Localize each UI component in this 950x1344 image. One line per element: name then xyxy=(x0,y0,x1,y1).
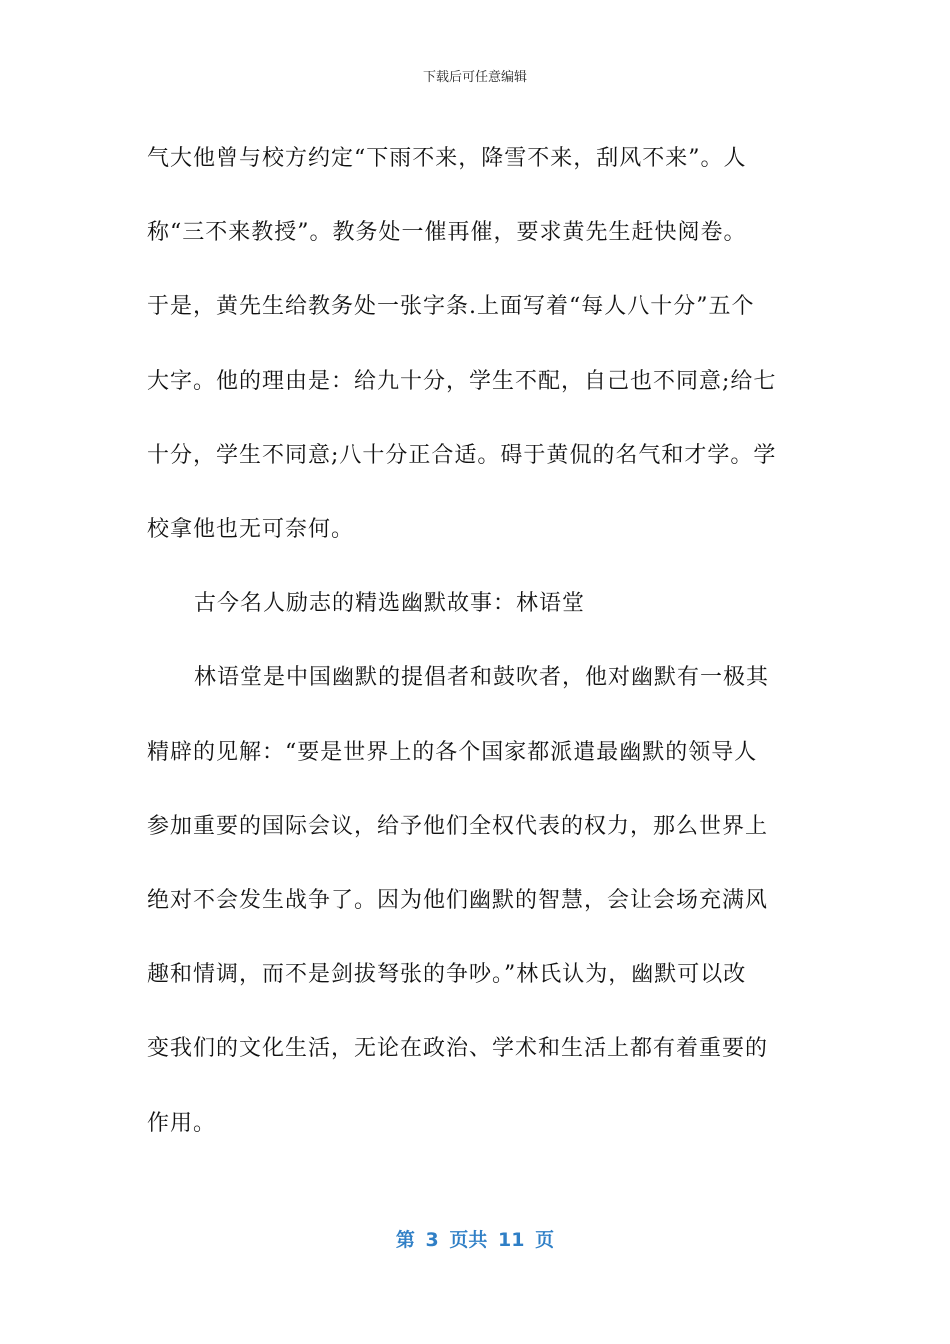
text-line: 绝对不会发生战争了。因为他们幽默的智慧，会让会场充满风 xyxy=(147,888,769,914)
text-line: 变我们的文化生活，无论在政治、学术和生活上都有着重要的 xyxy=(147,1036,769,1062)
heading-line: 古今名人励志的精选幽默故事：林语堂 xyxy=(194,591,586,617)
page-number: 3 xyxy=(425,1229,439,1251)
text-line: 林语堂是中国幽默的提倡者和鼓吹者，他对幽默有一极其 xyxy=(194,665,770,691)
page-of-label: 页共 xyxy=(449,1229,488,1251)
paragraph-lin-yutang-story xyxy=(147,641,807,1160)
section-heading-lin-yutang xyxy=(147,567,807,641)
text-line: 称“三不来教授”。教务处一催再催，要求黄先生赶快阅卷。 xyxy=(147,220,747,246)
page-footer xyxy=(0,1225,950,1252)
text-line: 于是，黄先生给教务处一张字条.上面写着“每人八十分”五个 xyxy=(147,294,755,320)
document-body xyxy=(147,122,807,1161)
text-line: 精辟的见解：“要是世界上的各个国家都派遣最幽默的领导人 xyxy=(147,739,758,765)
text-line: 大字。他的理由是：给九十分，学生不配，自己也不同意;给七 xyxy=(147,368,777,394)
text-line: 气大他曾与校方约定“下雨不来，降雪不来，刮风不来”。人 xyxy=(147,146,747,171)
text-line: 校拿他也无可奈何。 xyxy=(147,517,355,543)
text-line: 作用。 xyxy=(147,1110,217,1136)
text-line: 参加重要的国际会议，给予他们全权代表的权力，那么世界上 xyxy=(147,813,769,839)
paragraph-huang-kan-story xyxy=(147,122,807,567)
total-pages: 11 xyxy=(498,1229,525,1251)
page-label: 第 xyxy=(395,1229,415,1251)
page-suffix: 页 xyxy=(535,1229,555,1251)
text-line: 十分，学生不同意;八十分正合适。碍于黄侃的名气和才学。学 xyxy=(147,442,777,468)
page-header: 下载后可任意编辑 xyxy=(422,70,527,85)
text-line: 趣和情调，而不是剑拔弩张的争吵。”林氏认为，幽默可以改 xyxy=(147,962,747,988)
